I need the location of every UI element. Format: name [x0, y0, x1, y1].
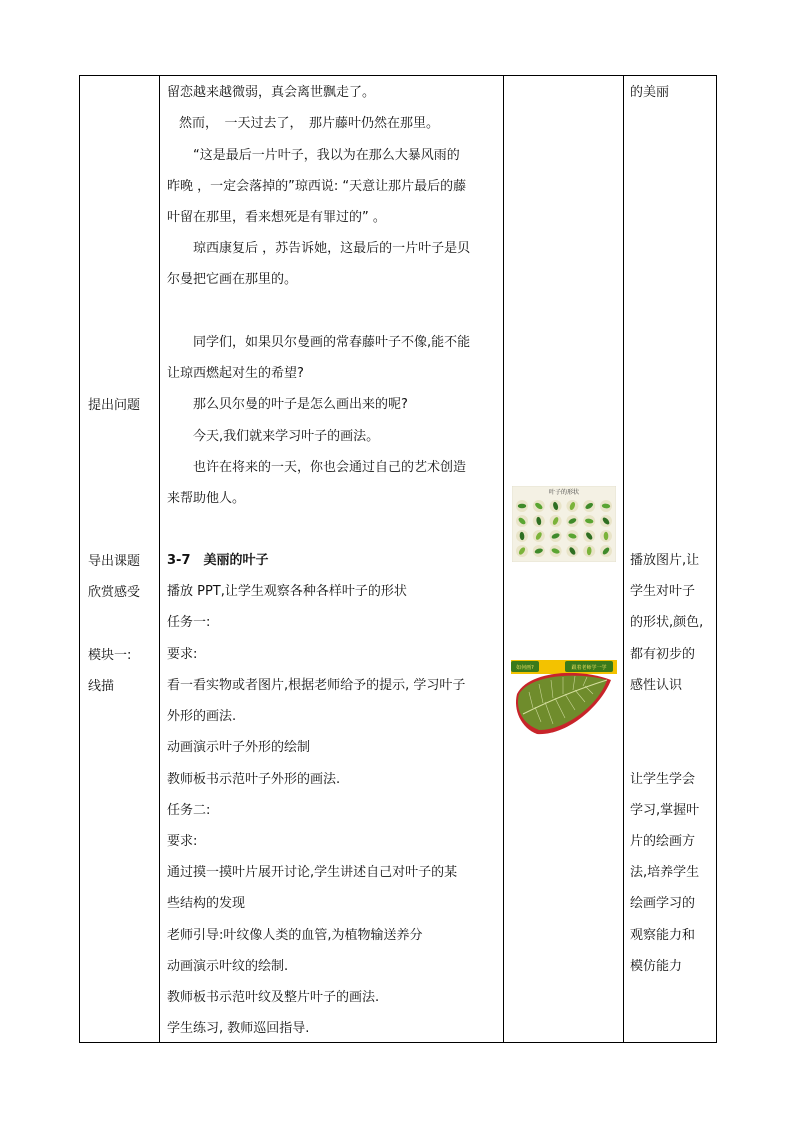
content-line: 留恋越来越微弱，真会离世飘走了。 — [167, 85, 376, 100]
content-line: 要求: — [167, 834, 198, 849]
content-line: 也许在将来的一天，你也会通过自己的艺术创造 — [193, 460, 467, 475]
note-line: 学习,掌握叶 — [630, 803, 700, 818]
stage-label: 模块一: — [88, 648, 132, 663]
content-line: 外形的画法. — [167, 709, 237, 724]
note-line: 模仿能力 — [630, 959, 683, 974]
note-line: 的美丽 — [630, 85, 670, 100]
content-line: 叶留在那里，看来想死是有罪过的” 。 — [167, 210, 386, 225]
note-line: 片的绘画方 — [630, 834, 696, 849]
content-line: 尔曼把它画在那里的。 — [167, 272, 298, 287]
slide-tag-left: 如何画? — [516, 665, 534, 671]
content-line: 动画演示叶纹的绘制. — [167, 959, 289, 974]
content-line: 然而， 一天过去了， 那片藤叶仍然在那里。 — [179, 116, 440, 131]
content-line: 播放 PPT,让学生观察各种各样叶子的形状 — [167, 584, 407, 599]
content-line: 让琼西燃起对生的希望? — [167, 366, 304, 381]
content-line: 教师板书示范叶子外形的画法. — [167, 772, 341, 787]
slide-tag-right: 跟着老师学一学 — [571, 665, 607, 671]
content-column — [160, 76, 504, 1043]
note-line: 学生对叶子 — [630, 584, 696, 599]
lesson-table — [79, 75, 717, 1043]
content-line: 动画演示叶子外形的绘制 — [167, 740, 311, 755]
note-line: 都有初步的 — [630, 647, 696, 662]
stage-column — [80, 76, 160, 1043]
content-line: 学生练习, 教师巡回指导. — [167, 1021, 310, 1036]
content-line: 要求: — [167, 647, 198, 662]
media-column — [504, 76, 624, 1043]
content-line: 琼西康复后 ，苏告诉她，这最后的一片叶子是贝 — [193, 241, 471, 256]
content-line: 老师引导:叶纹像人类的血管,为植物输送养分 — [167, 928, 423, 943]
lesson-title: 3-7 美丽的叶子 — [167, 553, 269, 568]
content-line: 些结构的发现 — [167, 896, 246, 911]
leaf-shapes-slide — [512, 486, 616, 562]
leaf-drawing-slide — [509, 658, 619, 742]
stage-label: 欣赏感受 — [88, 585, 141, 600]
stage-label: 提出问题 — [88, 398, 141, 413]
note-line: 的形状,颜色, — [630, 615, 704, 630]
note-line: 感性认识 — [630, 678, 683, 693]
note-line: 法,培养学生 — [630, 865, 700, 880]
content-line: 看一看实物或者图片,根据老师给予的提示, 学习叶子 — [167, 678, 466, 693]
stage-label: 导出课题 — [88, 554, 141, 569]
content-line: 来帮助他人。 — [167, 491, 246, 506]
note-line: 让学生学会 — [630, 772, 696, 787]
content-line: “这是最后一片叶子，我以为在那么大暴风雨的 — [193, 148, 460, 163]
leaf-icon — [518, 504, 526, 509]
leaf-drawing-slide-graphic — [509, 658, 619, 742]
leaf-shapes-slide-graphic — [512, 486, 616, 562]
content-line: 今天,我们就来学习叶子的画法。 — [193, 429, 380, 444]
stage-label: 线描 — [88, 679, 115, 694]
note-line: 观察能力和 — [630, 928, 696, 943]
content-line: 昨晚 ，一定会落掉的”琼西说: “天意让那片最后的藤 — [167, 179, 467, 194]
content-line: 通过摸一摸叶片展开讨论,学生讲述自己对叶子的某 — [167, 865, 458, 880]
content-line: 教师板书示范叶纹及整片叶子的画法. — [167, 990, 380, 1005]
content-line: 那么贝尔曼的叶子是怎么画出来的呢? — [193, 397, 408, 412]
content-line: 任务一: — [167, 615, 211, 630]
notes-column — [624, 76, 717, 1043]
content-line: 同学们，如果贝尔曼画的常春藤叶子不像,能不能 — [193, 335, 471, 350]
content-line: 任务二: — [167, 803, 211, 818]
note-line: 绘画学习的 — [630, 896, 696, 911]
slide-title: 叶子的形状 — [548, 489, 580, 496]
note-line: 播放图片,让 — [630, 553, 700, 568]
